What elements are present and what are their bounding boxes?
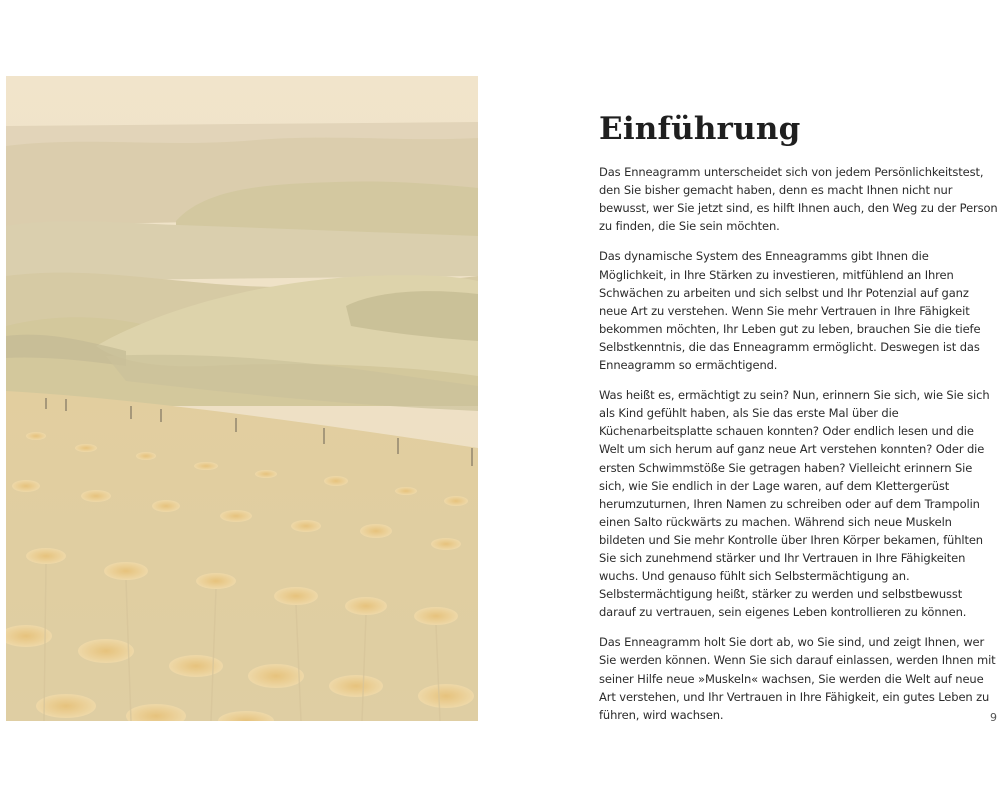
landscape-photo-icon (6, 76, 478, 721)
page-number: 9 (990, 711, 997, 724)
paragraph: Das dynamische System des Enneagramms gibt Ihnen die Möglichkeit, in Ihre Stärken zu investieren, mitfühlend an Ihren Schwächen zu arbeiten und sich selbst und Ihr Potenzial auf ganz neue Art zu verstehen. Wenn Sie mehr Vertrauen in Ihre Fähigkeit bekommen möchten, Ihr Leben gut zu leben, brauchen Sie die tiefe Selbstkenntnis, die das Enneagramm ermöglicht. Deswegen ist das Enneagramm so ermächtigend. (599, 249, 981, 373)
paragraph: Was heißt es, ermächtigt zu sein? Nun, erinnern Sie sich, wie Sie sich als Kind gefühlt haben, als Sie das erste Mal über die Küchenarbeitsplatte schauen konnten? Oder endlich lesen und die Welt um sich herum auf ganz neue Art verstehen konnten? Oder die ersten Schwimmstöße Sie getragen haben? Vielleicht erinnern Sie sich, wie Sie endlich in der Lage waren, auf dem Klettergerüst herumzuturnen, Ihren Namen zu schreiben oder auf dem Trampolin einen Salto rückwärts zu machen. Während sich neue Muskeln bildeten und Sie mehr Kontrolle über Ihren Körper bekamen, fühlten Sie sich zunehmend stärker und Ihr Vertrauen in Ihre Fähigkeiten wuchs. Und genauso fühlt sich Selbstermächtigung an. Selbstermächtigung heißt, stärker zu werden und selbstbewusst darauf zu vertrauen, sein eigenes Leben kontrollieren zu können. (599, 388, 990, 620)
landscape-photo (6, 76, 478, 721)
page-title: Einführung (599, 111, 801, 147)
paragraph: Das Enneagramm holt Sie dort ab, wo Sie sind, und zeigt Ihnen, wer Sie werden können. Wenn Sie sich darauf einlassen, werden Ihnen mit seiner Hilfe neue »Muskeln« wachsen, Sie werden die Welt auf neue Art verstehen, und Ihr Vertrauen in Ihre Fähigkeit, ein gutes Leben zu führen, wird wachsen. (599, 635, 996, 722)
paragraph: Das Enneagramm unterscheidet sich von jedem Persönlichkeitstest, den Sie bisher gemacht haben, denn es macht Ihnen nicht nur bewusst, wer Sie jetzt sind, es hilft Ihnen auch, den Weg zu der Person zu finden, die Sie sein möchten. (599, 165, 998, 234)
text-column (599, 112, 999, 736)
